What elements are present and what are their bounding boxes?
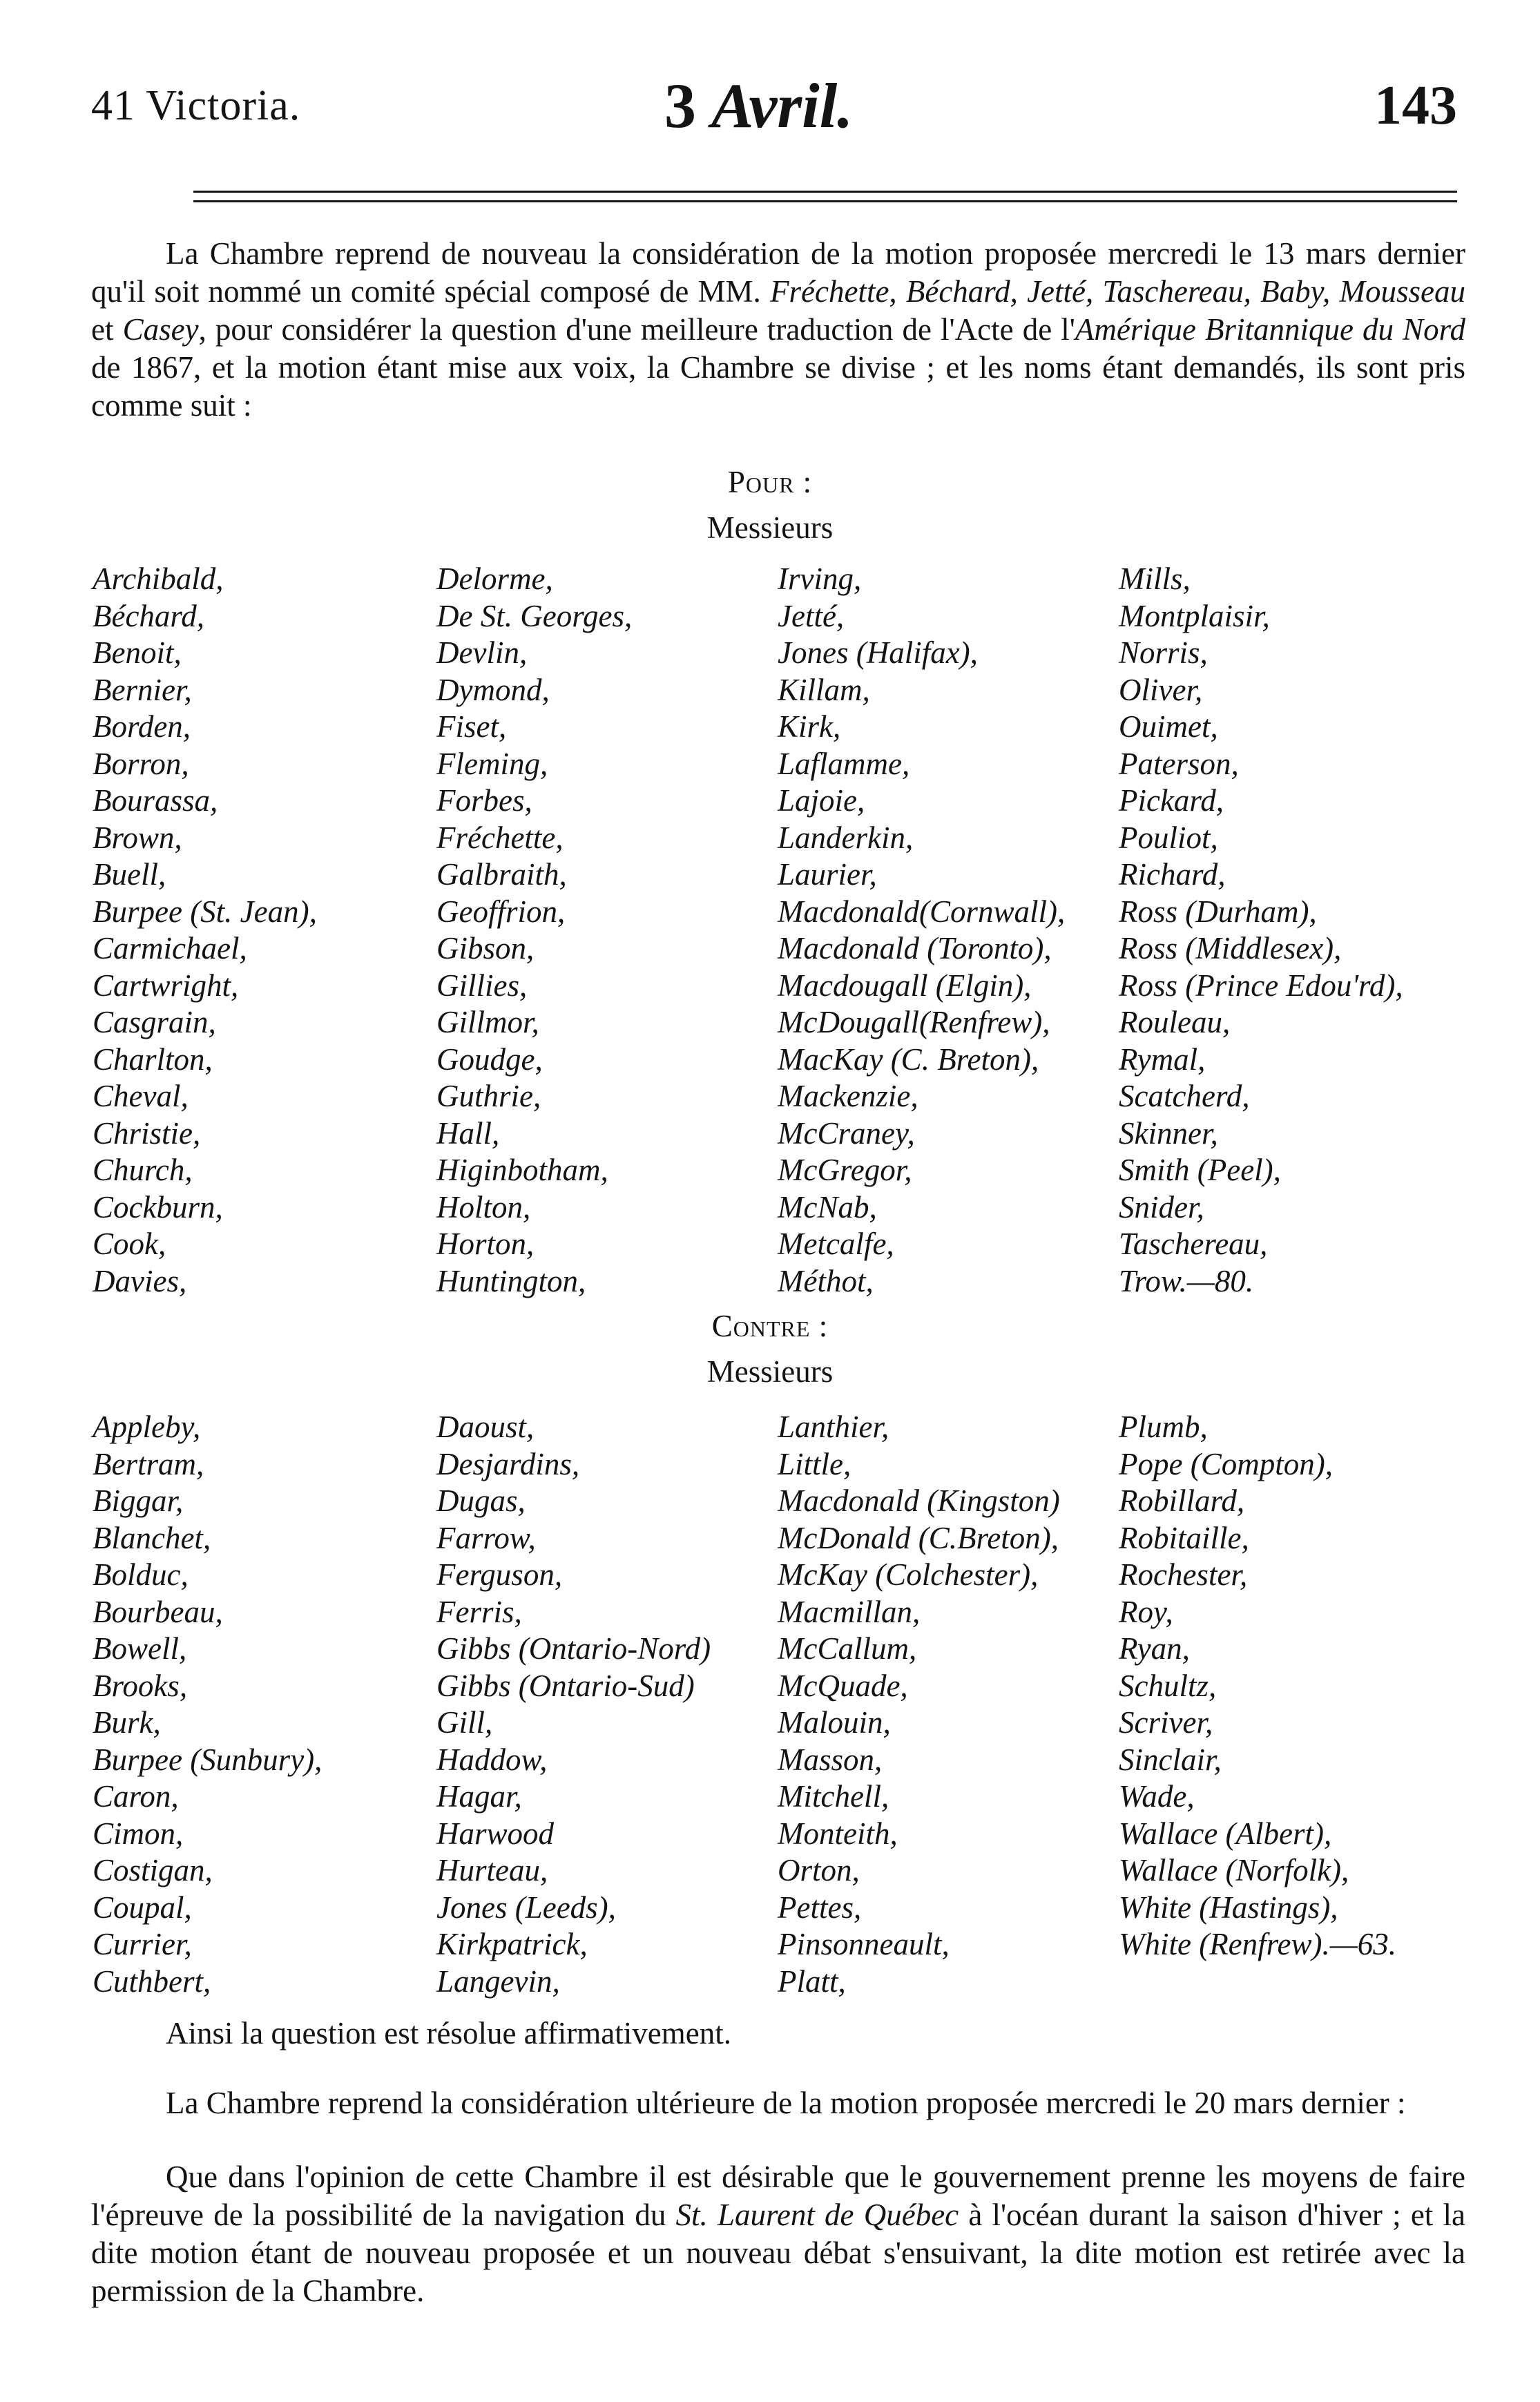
date-month: Avril.	[711, 70, 854, 141]
member-name: Church,	[93, 1153, 193, 1187]
member-name: Smith (Peel),	[1119, 1153, 1281, 1187]
member-name: Lajoie,	[778, 783, 865, 818]
member-name: Robitaille,	[1119, 1520, 1249, 1555]
member-name: Huntington,	[436, 1263, 586, 1298]
member-name: Burk,	[93, 1705, 161, 1740]
member-name: Metcalfe,	[778, 1227, 894, 1261]
member-name: Currier,	[93, 1927, 192, 1961]
member-name: Macmillan,	[778, 1594, 921, 1629]
member-name: Platt,	[778, 1963, 846, 1999]
header-rule-bottom	[193, 200, 1457, 202]
member-name: Bolduc,	[93, 1557, 189, 1592]
member-name: Macdougall (Elgin),	[778, 968, 1032, 1003]
contre-subheading: Messieurs	[706, 1354, 834, 1389]
member-name: Blanchet,	[93, 1520, 211, 1555]
member-name: Farrow,	[436, 1520, 536, 1555]
member-name: Casgrain,	[93, 1005, 216, 1039]
member-name: Lanthier,	[778, 1410, 889, 1444]
member-name: Fréchette,	[436, 820, 564, 855]
member-name: De St. Georges,	[436, 598, 633, 633]
page-date	[664, 69, 853, 142]
member-name: Malouin,	[778, 1705, 891, 1740]
page-header	[0, 0, 1540, 180]
member-name: Sinclair,	[1119, 1742, 1222, 1777]
member-name: Macdonald (Kingston)	[778, 1483, 1060, 1518]
member-name: Wallace (Albert),	[1119, 1816, 1332, 1851]
member-name: Goudge,	[436, 1041, 543, 1077]
vote-result: Ainsi la question est résolue affirmativement.	[166, 2016, 731, 2050]
member-name: Delorme,	[436, 561, 553, 596]
member-name: Trow.—80.	[1119, 1263, 1254, 1298]
member-name: McKay (Colchester),	[778, 1557, 1039, 1592]
member-name: Paterson,	[1119, 746, 1239, 781]
member-name: MacKay (C. Breton),	[778, 1041, 1039, 1077]
member-name: Skinner,	[1119, 1115, 1218, 1151]
intro-and: et	[91, 312, 123, 347]
member-name: Ross (Durham),	[1119, 894, 1317, 929]
member-name: Macdonald (Toronto),	[778, 931, 1052, 965]
member-name: Cuthbert,	[93, 1963, 211, 1999]
member-name: White (Renfrew).—63.	[1119, 1927, 1396, 1961]
member-name: Brown,	[93, 820, 182, 855]
second-motion-paragraph	[91, 2084, 1465, 2122]
date-day: 3	[664, 70, 696, 141]
member-name: Buell,	[93, 857, 166, 892]
member-name: Scatcherd,	[1119, 1079, 1250, 1113]
member-name: Carmichael,	[93, 931, 247, 965]
member-name: Landerkin,	[778, 820, 914, 855]
member-name: Oliver,	[1119, 672, 1203, 707]
member-name: McCallum,	[778, 1631, 917, 1666]
member-name: McCraney,	[778, 1115, 915, 1151]
member-name: Robillard,	[1119, 1483, 1245, 1518]
member-name: Holton,	[436, 1189, 531, 1224]
member-name: Dymond,	[436, 672, 550, 707]
member-name: Gill,	[436, 1705, 493, 1740]
member-name: Wade,	[1119, 1779, 1195, 1814]
member-name: Borron,	[93, 746, 189, 781]
member-name: Wallace (Norfolk),	[1119, 1853, 1349, 1887]
intro-paragraph	[91, 235, 1465, 425]
member-name: Caron,	[93, 1779, 179, 1814]
member-name: Rouleau,	[1119, 1005, 1231, 1039]
committee-member-last: Casey	[122, 312, 199, 347]
member-name: Galbraith,	[436, 857, 567, 892]
member-name: Daoust,	[436, 1410, 535, 1444]
member-name: Scriver,	[1119, 1705, 1213, 1740]
pour-column-1	[93, 561, 317, 1300]
member-name: Bertram,	[93, 1446, 204, 1481]
member-name: Charlton,	[93, 1041, 213, 1077]
member-name: Gillmor,	[436, 1005, 539, 1039]
member-name: Jetté,	[778, 598, 845, 633]
member-name: Coupal,	[93, 1890, 192, 1925]
member-name: Pettes,	[778, 1890, 862, 1925]
member-name: Norris,	[1119, 635, 1208, 670]
member-name: Higinbotham,	[436, 1153, 608, 1187]
member-name: McNab,	[778, 1189, 877, 1224]
member-name: Orton,	[778, 1853, 860, 1887]
pour-column-2	[436, 561, 632, 1300]
member-name: Ouimet,	[1119, 709, 1218, 744]
member-name: Davies,	[93, 1263, 187, 1298]
member-name: Pinsonneault,	[778, 1927, 950, 1961]
member-name: Kirkpatrick,	[436, 1927, 588, 1961]
act-title: Amérique Britannique du Nord	[1075, 312, 1465, 347]
member-name: Macdonald(Cornwall),	[778, 894, 1066, 929]
member-name: Rymal,	[1119, 1041, 1206, 1077]
member-name: Schultz,	[1119, 1668, 1217, 1703]
member-name: Cartwright,	[93, 968, 239, 1003]
member-name: Cimon,	[93, 1816, 184, 1851]
member-name: White (Hastings),	[1119, 1890, 1338, 1925]
member-name: Gibson,	[436, 931, 535, 965]
member-name: Ryan,	[1119, 1631, 1190, 1666]
intro-text-2: , pour considérer la question d'une meilleure traduction de l'Acte de l'	[198, 312, 1075, 347]
contre-column-1	[93, 1409, 322, 2000]
member-name: Plumb,	[1119, 1410, 1208, 1444]
member-name: Taschereau,	[1119, 1227, 1268, 1261]
contre-column-2	[436, 1409, 711, 2000]
member-name: Fiset,	[436, 709, 507, 744]
member-name: Jones (Leeds),	[436, 1890, 616, 1925]
second-motion-text: La Chambre reprend la considération ultérieure de la motion proposée mercredi le 20 mars dernier :	[166, 2086, 1406, 2120]
member-name: Burpee (St. Jean),	[93, 894, 317, 929]
member-name: Masson,	[778, 1742, 883, 1777]
member-name: Horton,	[436, 1227, 535, 1261]
member-name: Fleming,	[436, 746, 548, 781]
member-name: Cook,	[93, 1227, 166, 1261]
member-name: Irving,	[778, 561, 862, 596]
resolution-paragraph	[91, 2158, 1465, 2310]
pour-heading: Pour :	[727, 465, 813, 499]
member-name: Pickard,	[1119, 783, 1224, 818]
member-name: Cockburn,	[93, 1189, 223, 1224]
member-name: Ross (Middlesex),	[1119, 931, 1342, 965]
contre-column-4	[1119, 1409, 1396, 1963]
member-name: Borden,	[93, 709, 191, 744]
member-name: Ross (Prince Edou'rd),	[1119, 968, 1403, 1003]
member-name: Méthot,	[778, 1263, 874, 1298]
header-rule-top	[193, 191, 1457, 193]
member-name: Bourbeau,	[93, 1594, 223, 1629]
member-name: Jones (Halifax),	[778, 635, 978, 670]
pour-column-3	[778, 561, 1065, 1300]
member-name: Burpee (Sunbury),	[93, 1742, 323, 1777]
member-name: Snider,	[1119, 1189, 1204, 1224]
member-name: Brooks,	[93, 1668, 188, 1703]
member-name: Haddow,	[436, 1742, 548, 1777]
page-number: 143	[1374, 75, 1457, 136]
resolution-text-1: Que dans l'opinion de cette Chambre il est désirable que le gouvernement prenne les moyens de faire l'épreuve de la possibilité de la navigation du	[91, 2160, 1465, 2232]
member-name: McDougall(Renfrew),	[778, 1005, 1050, 1039]
member-name: Guthrie,	[436, 1079, 541, 1113]
member-name: Richard,	[1119, 857, 1226, 892]
member-name: Benoit,	[93, 635, 182, 670]
member-name: Gillies,	[436, 968, 528, 1003]
member-name: Rochester,	[1119, 1557, 1248, 1592]
member-name: Hurteau,	[436, 1853, 548, 1887]
member-name: Ferguson,	[436, 1557, 563, 1592]
member-name: Kirk,	[778, 709, 841, 744]
member-name: Bowell,	[93, 1631, 187, 1666]
member-name: Devlin,	[436, 635, 528, 670]
intro-text-3: de 1867, et la motion étant mise aux voix, la Chambre se divise ; et les noms étant demandés, ils sont pris comme suit :	[91, 350, 1465, 423]
intro-text-1: La Chambre reprend de nouveau la considération de la motion proposée mercredi le 13 mars dernier qu'il soit nommé un comité spécial composé de MM.	[91, 236, 1465, 309]
member-name: McDonald (C.Breton),	[778, 1520, 1059, 1555]
committee-members: Fréchette, Béchard, Jetté, Taschereau, Baby, Mousseau	[770, 274, 1465, 309]
member-name: Montplaisir,	[1119, 598, 1270, 633]
resolution-text-2: à l'océan durant la saison d'hiver ; et la dite motion étant de nouveau proposée et un nouveau débat s'ensuivant, la dite motion est retirée avec la permission de la Chambre.	[91, 2198, 1465, 2308]
member-name: Pouliot,	[1119, 820, 1218, 855]
river-name: St. Laurent de Québec	[675, 2198, 959, 2232]
contre-heading: Contre :	[711, 1309, 829, 1343]
member-name: Geoffrion,	[436, 894, 566, 929]
member-name: Dugas,	[436, 1483, 526, 1518]
member-name: Biggar,	[93, 1483, 184, 1518]
member-name: Monteith,	[778, 1816, 898, 1851]
member-name: Pope (Compton),	[1119, 1446, 1333, 1481]
contre-column-3	[778, 1409, 1060, 2000]
member-name: Béchard,	[93, 598, 205, 633]
member-name: Archibald,	[93, 561, 224, 596]
member-name: Laurier,	[778, 857, 877, 892]
member-name: Hagar,	[436, 1779, 522, 1814]
member-name: Hall,	[436, 1115, 500, 1151]
member-name: Mackenzie,	[778, 1079, 918, 1113]
member-name: Mitchell,	[778, 1779, 889, 1814]
member-name: Appleby,	[93, 1410, 201, 1444]
member-name: Little,	[778, 1446, 851, 1481]
member-name: Gibbs (Ontario-Sud)	[436, 1668, 695, 1703]
member-name: Laflamme,	[778, 746, 910, 781]
pour-subheading: Messieurs	[706, 510, 834, 545]
member-name: Ferris,	[436, 1594, 522, 1629]
member-name: Christie,	[93, 1115, 201, 1151]
member-name: Langevin,	[436, 1963, 560, 1999]
member-name: Bourassa,	[93, 783, 218, 818]
member-name: Forbes,	[436, 783, 532, 818]
pour-column-4	[1119, 561, 1403, 1300]
member-name: Bernier,	[93, 672, 192, 707]
member-name: McGregor,	[778, 1153, 912, 1187]
member-name: Cheval,	[93, 1079, 189, 1113]
member-name: McQuade,	[778, 1668, 908, 1703]
member-name: Mills,	[1119, 561, 1191, 596]
member-name: Gibbs (Ontario-Nord)	[436, 1631, 711, 1666]
member-name: Costigan,	[93, 1853, 213, 1887]
member-name: Harwood	[436, 1816, 555, 1851]
member-name: Killam,	[778, 672, 870, 707]
regnal-year: 41 Victoria.	[91, 82, 301, 129]
member-name: Roy,	[1119, 1594, 1173, 1629]
member-name: Desjardins,	[436, 1446, 580, 1481]
